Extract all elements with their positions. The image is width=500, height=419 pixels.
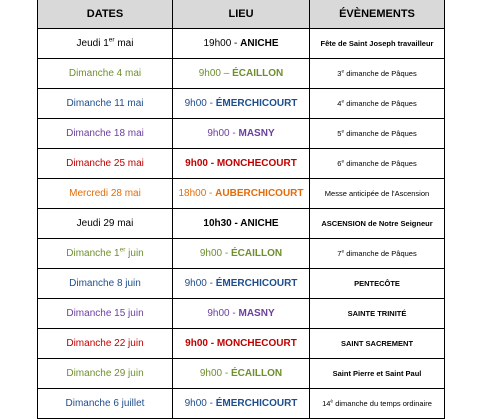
event-superscript: e bbox=[341, 249, 345, 255]
date-text-rest: juin bbox=[125, 248, 144, 259]
event-text-rest: dimanche du temps ordinaire bbox=[333, 399, 432, 408]
date-text: Dimanche 18 mai bbox=[66, 128, 144, 139]
table-row bbox=[38, 119, 445, 149]
table-row bbox=[38, 359, 445, 389]
lieu-separator: - bbox=[231, 38, 241, 49]
time-text: 9h00 bbox=[199, 248, 223, 259]
event-text: 7 bbox=[337, 249, 342, 258]
table-row bbox=[38, 89, 445, 119]
lieu-separator: - bbox=[222, 368, 232, 379]
event-text-rest: dimanche de Pâques bbox=[344, 129, 417, 138]
event-text: Saint Pierre et Saint Paul bbox=[332, 369, 422, 378]
date-text: Dimanche 29 juin bbox=[66, 368, 144, 379]
lieu-separator: – bbox=[221, 68, 233, 79]
event-text-rest: dimanche de Pâques bbox=[344, 99, 417, 108]
place-text: MONCHECOURT bbox=[216, 338, 297, 349]
place-text: ÉCAILLON bbox=[232, 68, 284, 79]
lieu-cell bbox=[173, 359, 310, 389]
table-row bbox=[38, 149, 445, 179]
table-row bbox=[38, 29, 445, 59]
event-superscript: e bbox=[341, 99, 345, 105]
event-text: SAINT SACREMENT bbox=[340, 339, 414, 348]
time-text: 9h00 bbox=[185, 158, 208, 169]
date-cell bbox=[38, 59, 173, 89]
place-text: AUBERCHICOURT bbox=[215, 188, 304, 199]
time-text: 9h00 bbox=[184, 398, 207, 409]
time-text: 9h00 bbox=[199, 368, 223, 379]
lieu-separator: - bbox=[207, 158, 217, 169]
mass-schedule-table bbox=[37, 0, 445, 419]
lieu-cell bbox=[173, 209, 310, 239]
table-row bbox=[38, 299, 445, 329]
table-header-row bbox=[38, 0, 445, 29]
lieu-cell bbox=[173, 59, 310, 89]
date-superscript: er bbox=[119, 246, 126, 254]
place-text: ÉMERCHICOURT bbox=[215, 278, 298, 289]
lieu-separator: - bbox=[206, 278, 216, 289]
table-row bbox=[38, 179, 445, 209]
event-superscript: e bbox=[341, 129, 345, 135]
event-cell bbox=[310, 269, 445, 299]
lieu-separator: - bbox=[206, 398, 216, 409]
lieu-cell bbox=[173, 149, 310, 179]
event-text: Fête de Saint Joseph travailleur bbox=[320, 39, 434, 48]
lieu-cell bbox=[173, 389, 310, 419]
date-text: Dimanche 25 mai bbox=[66, 158, 144, 169]
date-text: Dimanche 6 juillet bbox=[65, 398, 145, 409]
date-cell bbox=[38, 29, 173, 59]
date-text: Dimanche 11 mai bbox=[66, 98, 144, 109]
time-text: 9h00 bbox=[184, 98, 207, 109]
event-text: 4 bbox=[337, 99, 342, 108]
date-text: Dimanche 15 juin bbox=[66, 308, 144, 319]
lieu-cell bbox=[173, 119, 310, 149]
date-cell bbox=[38, 359, 173, 389]
event-text-rest: dimanche de Pâques bbox=[344, 69, 417, 78]
header-lieu: LIEU bbox=[173, 0, 310, 29]
event-text: 6 bbox=[337, 159, 342, 168]
event-text: 14 bbox=[322, 399, 331, 408]
event-cell bbox=[310, 209, 445, 239]
date-text-rest: mai bbox=[114, 38, 134, 49]
table-row bbox=[38, 329, 445, 359]
lieu-separator: - bbox=[231, 218, 241, 229]
event-text: SAINTE TRINITÉ bbox=[347, 309, 407, 318]
place-text: MONCHECOURT bbox=[216, 158, 297, 169]
header-dates: DATES bbox=[38, 0, 173, 29]
lieu-separator: - bbox=[229, 128, 239, 139]
lieu-cell bbox=[173, 29, 310, 59]
lieu-separator: - bbox=[229, 308, 239, 319]
table-row bbox=[38, 269, 445, 299]
event-text: ASCENSION de Notre Seigneur bbox=[321, 219, 433, 228]
lieu-cell bbox=[173, 89, 310, 119]
date-cell bbox=[38, 269, 173, 299]
time-text: 9h00 bbox=[198, 68, 221, 79]
table-row bbox=[38, 389, 445, 419]
date-text: Mercredi 28 mai bbox=[69, 188, 141, 199]
event-cell bbox=[310, 89, 445, 119]
event-superscript: e bbox=[341, 159, 345, 165]
time-text: 9h00 bbox=[184, 278, 207, 289]
date-cell bbox=[38, 149, 173, 179]
date-cell bbox=[38, 89, 173, 119]
place-text: ÉCAILLON bbox=[231, 248, 283, 259]
lieu-separator: - bbox=[207, 338, 217, 349]
date-cell bbox=[38, 329, 173, 359]
event-cell bbox=[310, 359, 445, 389]
header-evenements: ÉVÈNEMENTS bbox=[310, 0, 445, 29]
event-superscript: e bbox=[341, 69, 345, 75]
date-cell bbox=[38, 239, 173, 269]
date-cell bbox=[38, 119, 173, 149]
lieu-cell bbox=[173, 299, 310, 329]
event-cell bbox=[310, 119, 445, 149]
table-row bbox=[38, 239, 445, 269]
lieu-cell bbox=[173, 269, 310, 299]
time-text: 18h00 bbox=[178, 188, 207, 199]
event-cell bbox=[310, 59, 445, 89]
date-cell bbox=[38, 179, 173, 209]
place-text: ANICHE bbox=[240, 218, 279, 229]
lieu-separator: - bbox=[206, 98, 216, 109]
lieu-cell bbox=[173, 179, 310, 209]
table-row bbox=[38, 59, 445, 89]
date-superscript: er bbox=[108, 36, 115, 44]
event-text-rest: dimanche de Pâques bbox=[344, 249, 417, 258]
event-cell bbox=[310, 149, 445, 179]
lieu-separator: - bbox=[206, 188, 216, 199]
event-text: Messe anticipée de l'Ascension bbox=[324, 189, 430, 198]
date-cell bbox=[38, 299, 173, 329]
time-text: 19h00 bbox=[203, 38, 232, 49]
date-text: Dimanche 1 bbox=[66, 248, 120, 259]
event-cell bbox=[310, 239, 445, 269]
place-text: ÉMERCHICOURT bbox=[215, 98, 298, 109]
date-text: Jeudi 1 bbox=[76, 38, 109, 49]
event-cell bbox=[310, 29, 445, 59]
place-text: MASNY bbox=[238, 308, 275, 319]
date-text: Dimanche 22 juin bbox=[66, 338, 144, 349]
place-text: ÉMERCHICOURT bbox=[215, 398, 298, 409]
time-text: 10h30 bbox=[203, 218, 232, 229]
time-text: 9h00 bbox=[207, 308, 230, 319]
event-text: 5 bbox=[337, 129, 342, 138]
date-cell bbox=[38, 209, 173, 239]
event-cell bbox=[310, 299, 445, 329]
date-text: Jeudi 29 mai bbox=[76, 218, 134, 229]
event-cell bbox=[310, 179, 445, 209]
lieu-cell bbox=[173, 239, 310, 269]
place-text: ANICHE bbox=[240, 38, 279, 49]
event-cell bbox=[310, 389, 445, 419]
event-cell bbox=[310, 329, 445, 359]
event-text-rest: dimanche de Pâques bbox=[344, 159, 417, 168]
date-text: Dimanche 8 juin bbox=[69, 278, 141, 289]
event-superscript: è bbox=[330, 399, 334, 405]
place-text: MASNY bbox=[238, 128, 275, 139]
date-text: Dimanche 4 mai bbox=[68, 68, 142, 79]
lieu-cell bbox=[173, 329, 310, 359]
time-text: 9h00 bbox=[207, 128, 230, 139]
event-text: PENTECÔTE bbox=[354, 279, 400, 288]
date-cell bbox=[38, 389, 173, 419]
lieu-separator: - bbox=[222, 248, 232, 259]
table-row bbox=[38, 209, 445, 239]
time-text: 9h00 bbox=[185, 338, 208, 349]
place-text: ÉCAILLON bbox=[231, 368, 283, 379]
event-text: 3 bbox=[337, 69, 342, 78]
